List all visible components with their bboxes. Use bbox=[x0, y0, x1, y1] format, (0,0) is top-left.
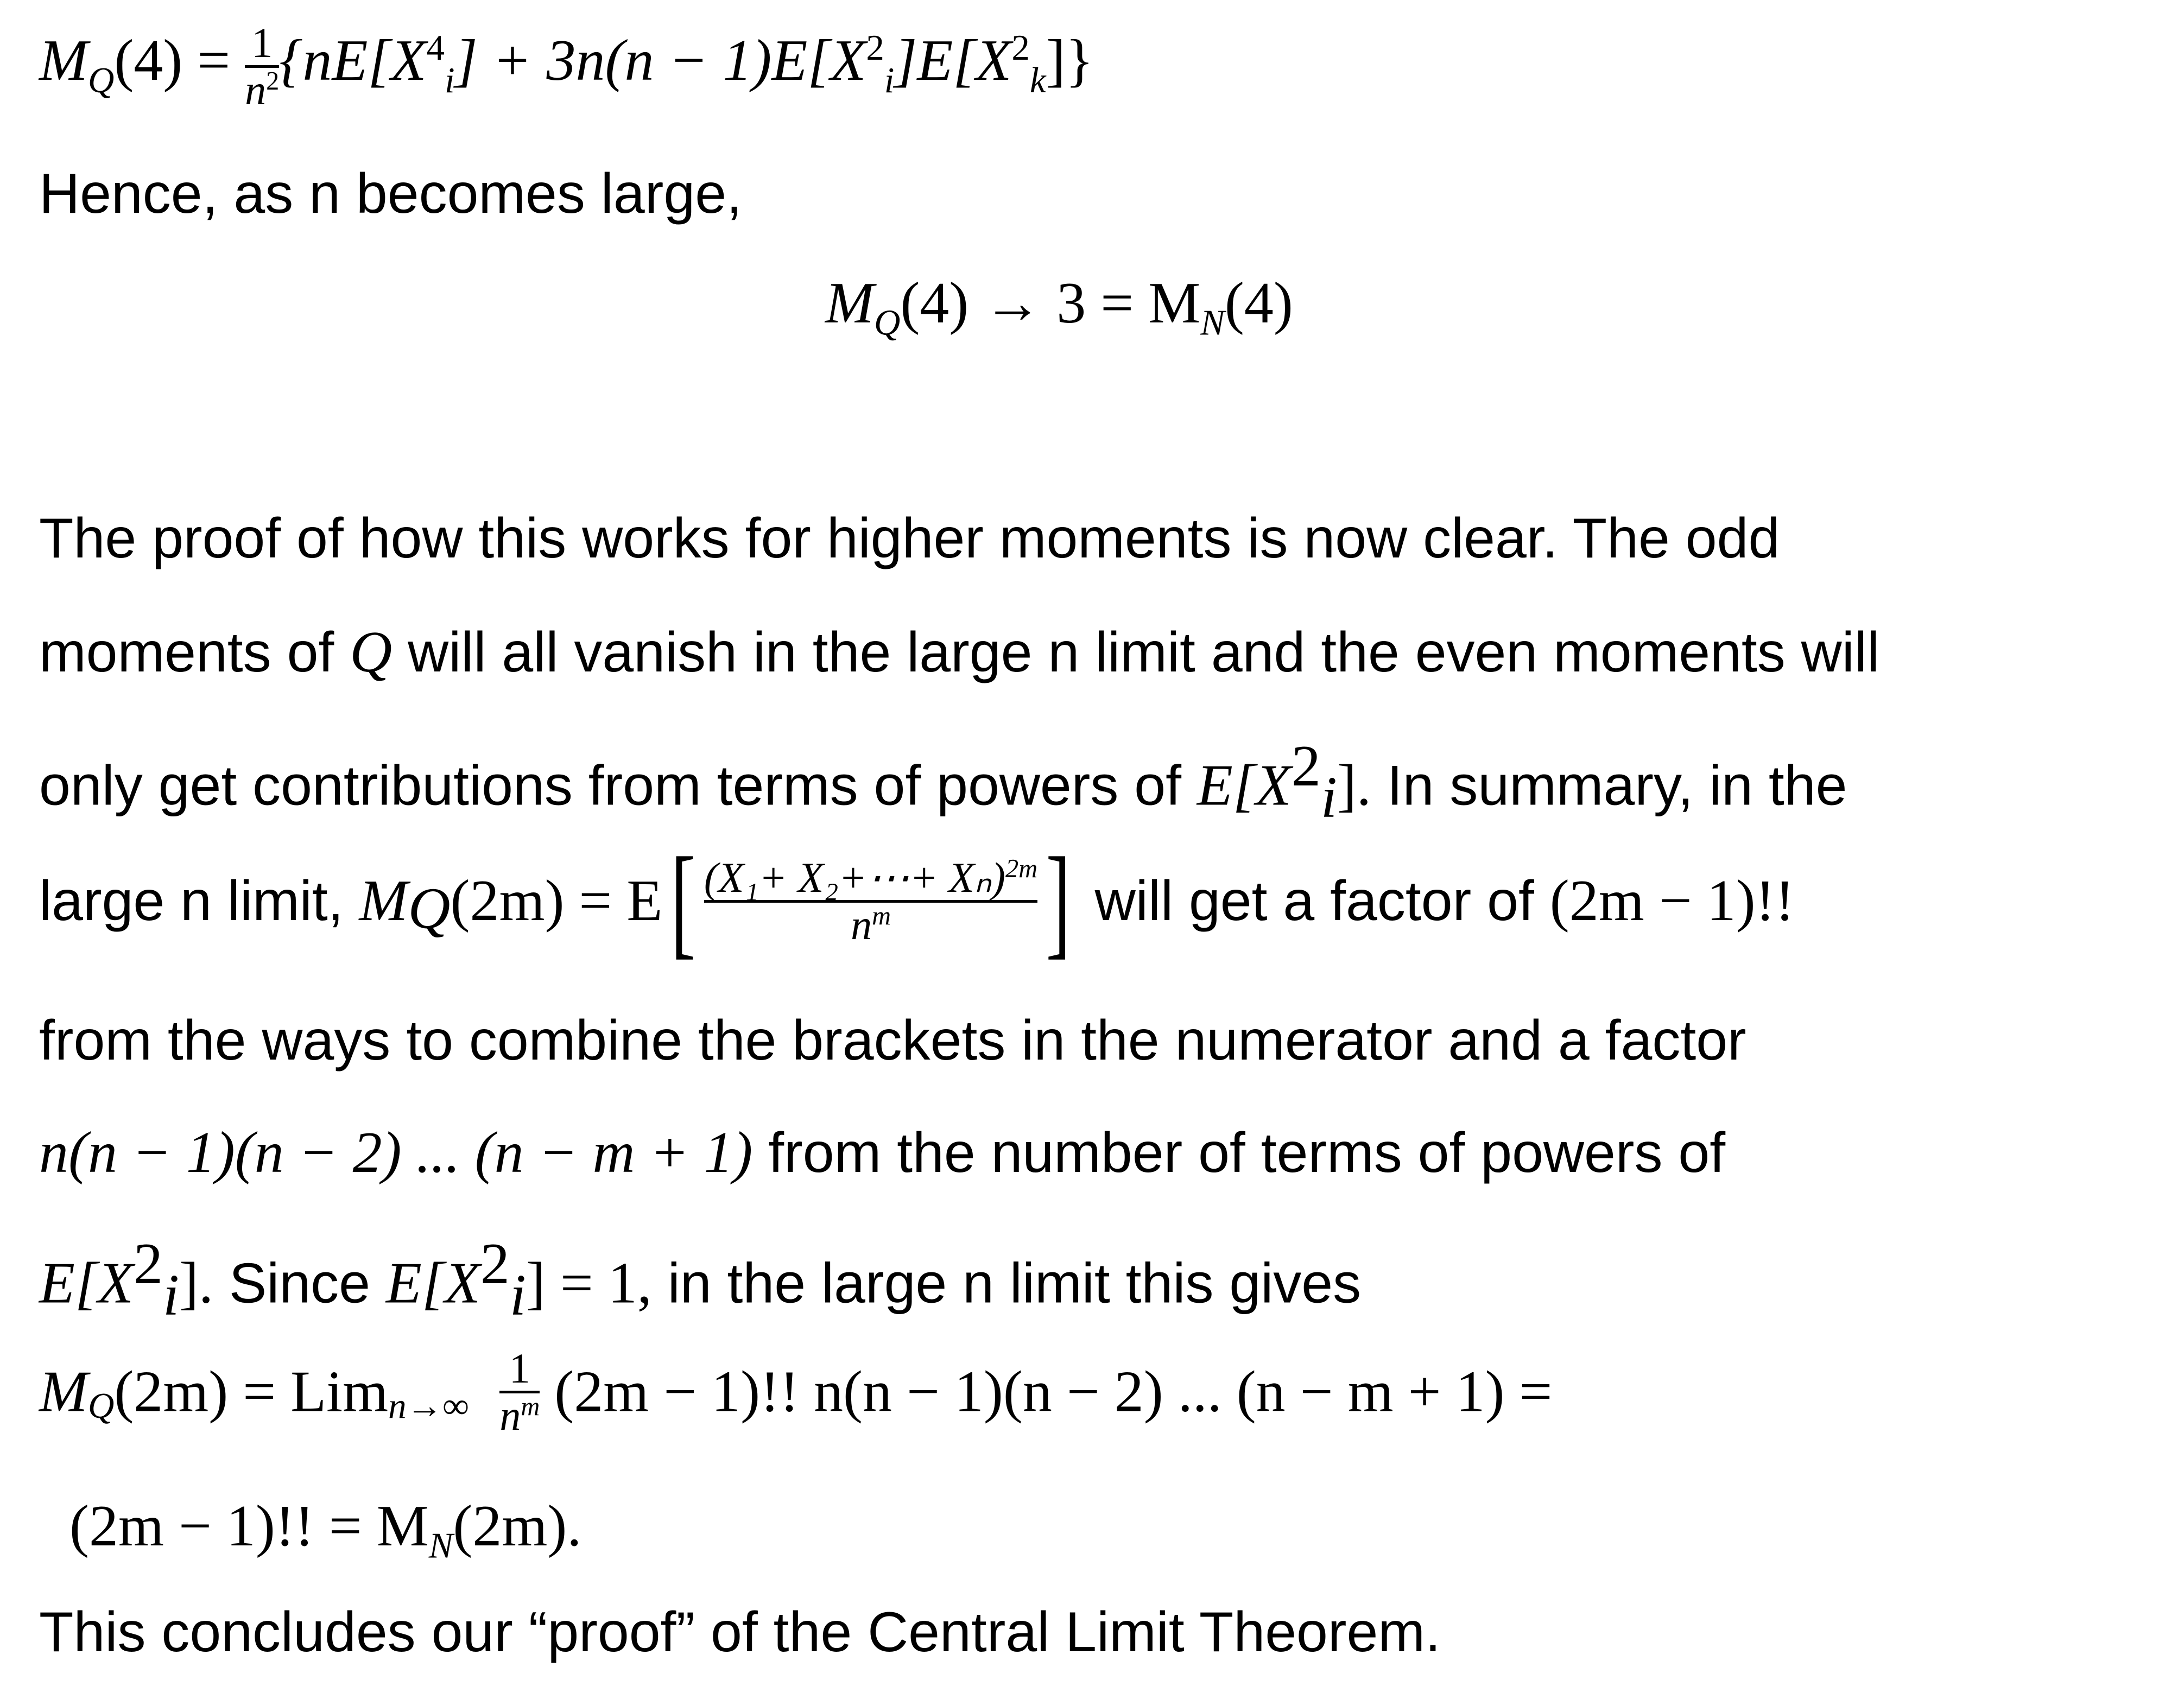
para4-factor: (2m − 1)!! bbox=[1549, 868, 1795, 933]
para4-fraction bbox=[704, 855, 1037, 947]
eq4-lhs: (2m − 1)!! bbox=[69, 1494, 314, 1558]
eq2-rhs-arg: (4) bbox=[1224, 271, 1293, 335]
eq3-frac-num: 1 bbox=[509, 1345, 530, 1392]
eq1-body-1-sub: i bbox=[445, 60, 455, 100]
eq1-body-2: ] + 3n(n − 1)E[X bbox=[454, 28, 866, 93]
eq2-rhs-sub: N bbox=[1200, 302, 1225, 343]
eq1-body-1: {nE[X bbox=[279, 28, 427, 93]
eq1-lhs-arg: (4) = bbox=[114, 28, 231, 93]
eq4-sub: N bbox=[428, 1525, 453, 1566]
eq1-body-3-sub: k bbox=[1029, 60, 1046, 100]
para7-e1-sub: i bbox=[162, 1263, 179, 1328]
eq2-lhs-sub: Q bbox=[873, 302, 901, 343]
paragraph-line-6 bbox=[39, 1120, 1726, 1185]
para4-frac-num bbox=[704, 855, 1037, 900]
eq3-lim-sub: n→∞ bbox=[388, 1385, 469, 1426]
para2-b: will all vanish in the large n limit and the even moments will bbox=[392, 621, 1880, 684]
para4-frac-den-sup: m bbox=[872, 901, 891, 930]
paragraph-line-5: from the ways to combine the brackets in the numerator and a factor bbox=[39, 1009, 1746, 1072]
text-hence: Hence, as n becomes large, bbox=[39, 162, 742, 225]
para7-e1-close: ]. bbox=[179, 1251, 213, 1316]
para4-frac-den-base: n bbox=[851, 901, 872, 948]
para3-sup: 2 bbox=[1291, 734, 1321, 798]
closing-sentence: This concludes our “proof” of the Central Limit Theorem. bbox=[39, 1601, 1441, 1664]
eq3-frac-den-sup: m bbox=[521, 1392, 540, 1421]
para4-pre: large n limit, bbox=[39, 870, 359, 933]
para4-m-sub: Q bbox=[408, 876, 451, 941]
eq1-body-1-sup: 4 bbox=[426, 28, 445, 68]
paragraph-line-7 bbox=[39, 1232, 1362, 1328]
eq1-frac-den-base: n bbox=[245, 66, 267, 113]
para4-frac-num-sup: 2m bbox=[1005, 854, 1038, 883]
para4-m: M bbox=[359, 868, 408, 933]
eq1-body-3-sup: 2 bbox=[1011, 28, 1030, 68]
para3-e: E[X bbox=[1197, 753, 1292, 818]
para2-q: Q bbox=[350, 620, 393, 684]
para4-frac-den bbox=[704, 903, 1037, 947]
eq4-eq: = M bbox=[314, 1494, 429, 1558]
equation-mq4-limit bbox=[825, 271, 1293, 343]
equation-result bbox=[69, 1494, 582, 1566]
eq1-frac-den bbox=[245, 68, 279, 112]
para7-e2-sub: i bbox=[509, 1263, 526, 1328]
para3-b: In summary, in the bbox=[1371, 754, 1847, 817]
para4-m-arg: (2m) = E bbox=[450, 868, 663, 933]
eq3-fraction bbox=[499, 1346, 540, 1438]
para7-rest: in the large n limit this gives bbox=[651, 1252, 1362, 1315]
para7-e1: E[X bbox=[39, 1251, 134, 1316]
para3-a: only get contributions from terms of powers of bbox=[39, 754, 1197, 817]
eq3-m: M bbox=[39, 1359, 88, 1424]
para6-math: n(n − 1)(n − 2) ... (n − m + 1) bbox=[39, 1120, 753, 1185]
eq2-mid: (4) → 3 = M bbox=[900, 271, 1201, 335]
eq3-arg: (2m) = Lim bbox=[114, 1359, 389, 1424]
para4-frac-num-base: (X₁+ X₂+⋯+ Xₙ) bbox=[704, 853, 1006, 901]
eq3-m-sub: Q bbox=[87, 1385, 115, 1426]
eq3-frac-den-base: n bbox=[499, 1391, 521, 1439]
eq3-frac-den bbox=[499, 1393, 540, 1438]
eq4-arg: (2m). bbox=[453, 1494, 582, 1558]
eq1-body-2-sub: i bbox=[884, 60, 895, 100]
eq1-frac-num: 1 bbox=[251, 19, 273, 66]
para7-e1-sup: 2 bbox=[133, 1232, 163, 1296]
paragraph-line-1: The proof of how this works for higher moments is now clear. The odd bbox=[39, 507, 1780, 570]
right-bracket: ] bbox=[1046, 832, 1071, 970]
eq2-lhs: M bbox=[825, 271, 874, 335]
eq1-body-2-sup: 2 bbox=[866, 28, 884, 68]
eq1-lhs-sub: Q bbox=[87, 60, 115, 100]
paragraph-line-4 bbox=[39, 832, 1795, 970]
para7-since: Since bbox=[213, 1252, 386, 1315]
para3-close: ]. bbox=[1337, 753, 1371, 818]
paragraph-line-2 bbox=[39, 620, 1880, 684]
left-bracket: [ bbox=[670, 832, 696, 970]
para7-e2: E[X bbox=[385, 1251, 480, 1316]
equation-mq4-expansion bbox=[39, 21, 1093, 112]
paragraph-line-3 bbox=[39, 734, 1847, 830]
eq1-frac-den-sup: 2 bbox=[266, 66, 280, 96]
para6-text: from the number of terms of powers of bbox=[752, 1121, 1726, 1184]
para7-e2-sup: 2 bbox=[480, 1232, 510, 1296]
eq3-rest: (2m − 1)!! n(n − 1)(n − 2) ... (n − m + 1) = bbox=[540, 1359, 1553, 1424]
para2-a: moments of bbox=[39, 621, 350, 684]
eq1-fraction bbox=[245, 21, 279, 112]
eq1-lhs: M bbox=[39, 28, 88, 93]
eq1-body-3: ]E[X bbox=[894, 28, 1012, 93]
para4-post: will get a factor of bbox=[1079, 870, 1550, 933]
para7-e2-close: ] = 1, bbox=[526, 1251, 652, 1316]
para3-sub: i bbox=[1320, 765, 1337, 830]
eq1-body-4: ]} bbox=[1046, 28, 1094, 93]
equation-mq2m-limit bbox=[39, 1346, 1552, 1438]
